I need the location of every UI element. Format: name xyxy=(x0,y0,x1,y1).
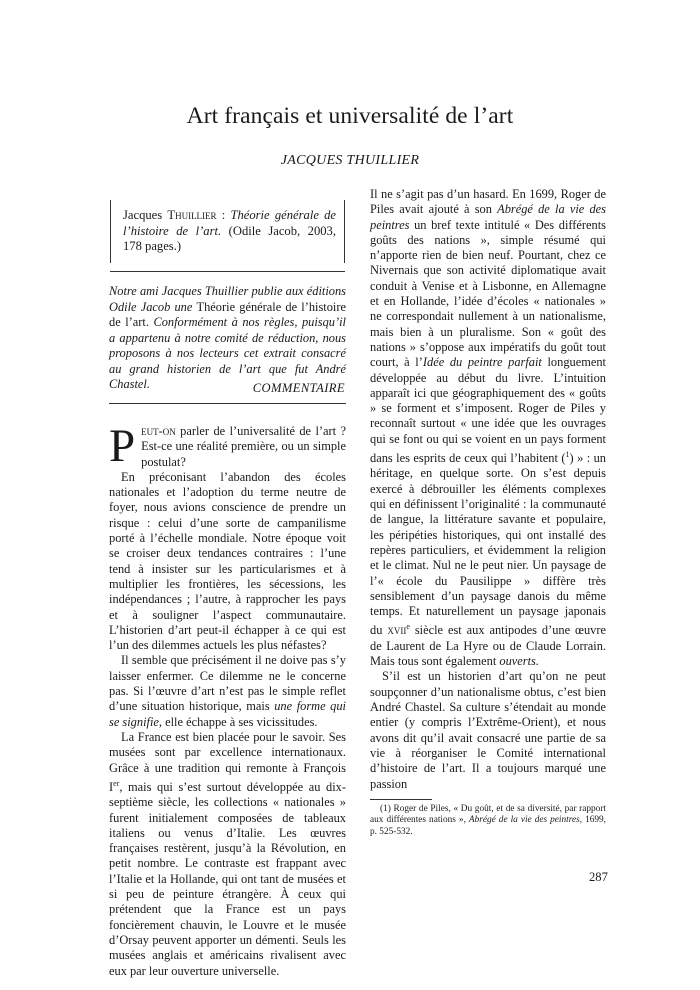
page-number: 287 xyxy=(589,870,608,884)
reference-work-title: Théorie générale de l’histoire de l’art. xyxy=(123,208,336,238)
reference-separator: : xyxy=(216,208,231,222)
footnote-number: (1) xyxy=(380,804,391,814)
reference-author-first: Jacques xyxy=(123,208,163,222)
editorial-intro xyxy=(109,284,346,393)
footnote-emphasis: Abrégé de la vie des peintres, xyxy=(468,815,583,826)
body-paragraph xyxy=(109,420,346,472)
reference-publication: (Odile Jacob, 2003, 178 pages.) xyxy=(123,223,337,254)
reference-divider xyxy=(110,271,345,272)
footnote-text-end: 1699, p. 525-532. xyxy=(370,815,606,837)
article-title: Art français et universalité de l’art xyxy=(186,103,514,129)
intro-text-1: Notre ami Jacques Thuillier publie aux éditions Odile Jacob une xyxy=(109,284,346,314)
body-column-right xyxy=(370,187,606,792)
paragraph-6: S’il est un historien d’art qu’on ne peut soupçonner d’un nationalisme obtus, c’est bien André Chastel. Sa culture s’étendait au monde entier (y compris l’Extrême-Orient), et nous avons dit qu’il avait consacré une partie de sa vie à réorganiser le Comité international d’histoire de l’art. Il a toujours marqué une passion xyxy=(370,669,606,791)
paragraph-5-text-5: siècle est aux antipodes d’une œuvre de Laurent de La Hyre ou de Claude Lorrain. Mais tous sont également xyxy=(370,623,606,669)
paragraph-5-text-4: ) » : un héritage, en quelque sorte. On s’est depuis exercé à débrouiller les éléments complexes qui en définissent l’originalité : la communauté de langue, la littérature savante et populaire, les péripéties historiques, qui ont installé des repères particuliers, et évidemment la religion et le climat. Nul ne le peut nier. Un paysage de l’« école du Pausilippe » diffère très sensiblement d’un paysage danois du même temps. Et naturellement un paysage japonais du xyxy=(370,451,606,638)
superscript: er xyxy=(113,778,120,788)
paragraph-5-text-2: un bref texte intitulé « Des différents goûts des nations », simple résumé qui n’apporte rien de bien neuf. Pourtant, chez ce Nivernais que son activité diplomatique avait conduit à Venise et à Lisbonne, en Allemagne et en Hollande, l’idée d’écoles « nationales » ne correspondait nullement à un nationalisme, mais bien à un pluralisme. Son « goût des nations » s’oppose aux impératifs du goût tout court, à l’ xyxy=(370,217,606,370)
paragraph-2: En préconisant l’abandon des écoles nationales et l’adoption du terme neutre de foyer, nous avions conscience de prendre un risque : celui d’une sorte de campanilisme porté à l’échelle mondiale. Notre époque voit se croiser deux tendances contraires : l’une tend à insister sur les particularismes et à multiplier les frontières, les sécessions, les indépendances ; l’autre, à rapprocher les pays et à souligner l’aspect communautaire. L’historien d’art peut-il échapper à ce qui est l’un des dilemmes actuels les plus néfastes? xyxy=(109,469,346,653)
section-divider xyxy=(109,403,346,404)
body-column-left xyxy=(109,420,347,979)
paragraph-3 xyxy=(109,653,346,729)
article-author: JACQUES THUILLIER xyxy=(280,153,420,168)
paragraph-5-emphasis-3: ouverts. xyxy=(499,654,539,669)
paragraph-5-text-3: longuement développée au début du livre. L’intuition apparaît ici que géographiquement des « goûts » se forment et s’imposent. Roger de Piles y reconnaît surtout « une idée que les ouvrages qui se font ou qui se voient en un pays forment dans les esprits de ceux qui l’habitent ( xyxy=(370,355,606,466)
paragraph-4 xyxy=(109,730,346,979)
intro-text-2: Conformément à nos règles, puisqu’il a appartenu à notre comité de réduction, nous proposons à nos lecteurs cet extrait consacré au grand historien de l’art que fut André Chastel. xyxy=(109,315,347,391)
book-reference-box xyxy=(110,200,345,263)
paragraph-5 xyxy=(370,187,606,669)
lead-smallcaps: eut-on xyxy=(141,424,176,438)
section-label: COMMENTAIRE xyxy=(252,381,345,395)
paragraph-3-text: Il semble que précisément il ne doive pas s’y laisser enfermer. Ce dilemme ne le concerne pas. Si l’œuvre d’art n’est pas le simple reflet d’une situation historique, mais xyxy=(109,653,346,714)
superscript: e xyxy=(406,622,410,632)
paragraph-5-emphasis-2: Idée du peintre parfait xyxy=(422,355,542,370)
paragraph-3-emphasis: une forme qui se signifie, xyxy=(109,699,347,729)
paragraph-1: parler de l’universalité de l’art ? Est-ce une réalité première, ou un simple postulat? xyxy=(141,424,346,469)
paragraph-3-end: elle échappe à ses vicissitudes. xyxy=(162,714,318,729)
paragraph-5-text: Il ne s’agit pas d’un hasard. En 1699, Roger de Piles avait ajouté à son xyxy=(370,187,606,217)
century-numeral: xvii xyxy=(387,623,407,638)
footnote-text: Roger de Piles, « Du goût, et de sa diversité, par rapport aux différentes nations », xyxy=(370,804,606,826)
drop-cap: P xyxy=(109,420,136,472)
footnote-divider xyxy=(370,799,432,800)
intro-book-title: Théorie générale de l’histoire de l’art. xyxy=(109,299,346,329)
book-reference-text xyxy=(123,208,336,255)
paragraph-5-emphasis: Abrégé de la vie des peintres xyxy=(370,202,606,232)
paragraph-4-end: , mais qui s’est surtout développée au dix-septième siècle, les collections « nationales » furent initialement composées de tableaux italiens ou venus d’Italie. Les œuvres françaises restèrent, jusqu’à la Révolution, en petit nombre. Le contraste est frappant avec l’Italie et la Hollande, qui ont tant de musées et si peu de peinture étrangère. À ceux qui prétendent que la France est un pays foncièrement chauvin, le Louvre et le musée d’Orsay peuvent apporter un démenti. Seuls les musées anglais et américains rivalisent avec eux par leur ouverture universelle. xyxy=(109,779,346,978)
paragraph-4-text: La France est bien placée pour le savoir. Ses musées sont par excellence internationaux. Grâce à une tradition qui remonte à François I xyxy=(109,729,346,794)
footnote-ref: 1 xyxy=(565,450,570,460)
reference-author-last: Thuillier xyxy=(167,208,217,222)
footnote xyxy=(370,804,606,838)
